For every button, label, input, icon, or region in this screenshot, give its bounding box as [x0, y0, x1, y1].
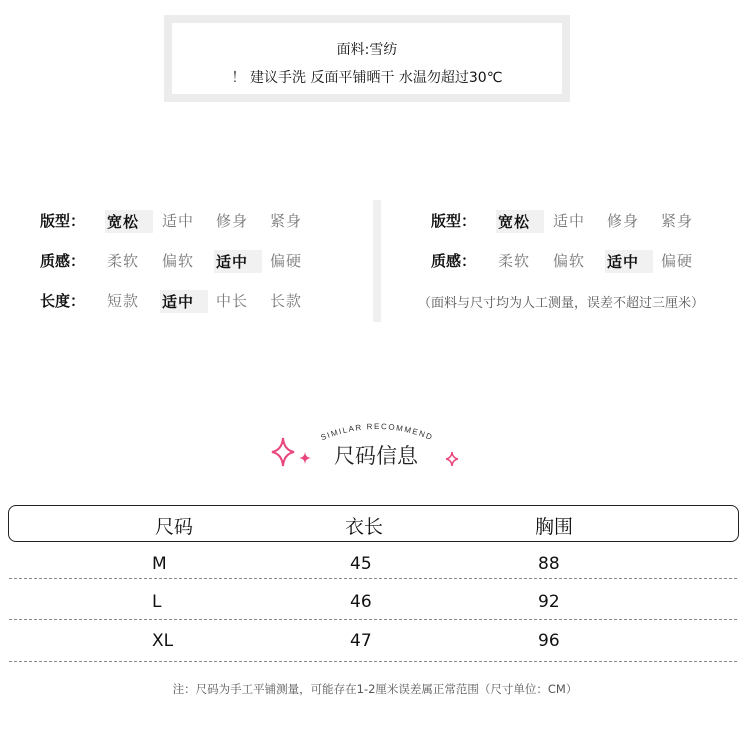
measurement-note: （面料与尺寸均为人工测量，误差不超过三厘米） [418, 296, 705, 311]
cell-size: XL [152, 631, 174, 651]
option-fit-slim: 修身 [216, 212, 249, 230]
option-length-mid: 中长 [216, 292, 249, 310]
option-texture-softish: 偏软 [162, 252, 195, 270]
cell-length: 46 [350, 592, 372, 612]
cell-size: M [152, 554, 167, 574]
option-texture-soft-right: 柔软 [498, 252, 531, 270]
header-length: 衣长 [345, 516, 384, 538]
care-instructions-box [164, 15, 570, 102]
section-title: 尺码信息 [334, 444, 418, 468]
option-length-short: 短款 [107, 292, 140, 310]
row-divider [9, 619, 737, 620]
sparkle-large-icon [270, 436, 296, 468]
panel-divider [373, 200, 381, 322]
cell-length: 45 [350, 554, 372, 574]
option-texture-firm: 偏硬 [270, 252, 303, 270]
option-texture-firm-right: 偏硬 [661, 252, 694, 270]
cell-size: L [152, 592, 162, 612]
option-fit-regular-right: 适中 [553, 212, 586, 230]
option-fit-loose-right: 宽松 [496, 210, 544, 233]
row-divider [9, 578, 737, 579]
option-texture-medium-right: 适中 [605, 250, 653, 273]
header-chest: 胸围 [535, 516, 574, 538]
attr-label-texture: 质感： [40, 252, 86, 270]
attr-label-fit: 版型： [40, 212, 86, 230]
cell-chest: 92 [538, 592, 560, 612]
size-table-header [8, 505, 739, 542]
row-divider [9, 661, 737, 662]
attr-label-texture-right: 质感： [431, 252, 477, 270]
sparkle-small-icon [299, 452, 311, 464]
section-heading [262, 412, 492, 472]
option-texture-softish-right: 偏软 [553, 252, 586, 270]
attr-label-fit-right: 版型： [431, 212, 477, 230]
option-texture-medium: 适中 [214, 250, 262, 273]
option-fit-tight: 紧身 [270, 212, 303, 230]
option-fit-loose: 宽松 [105, 210, 153, 233]
arc-subtitle-text: SIMILAR RECOMMEND [319, 421, 435, 443]
option-fit-regular: 适中 [162, 212, 195, 230]
cell-length: 47 [350, 631, 372, 651]
option-fit-tight-right: 紧身 [661, 212, 694, 230]
option-fit-slim-right: 修身 [607, 212, 640, 230]
cell-chest: 96 [538, 631, 560, 651]
option-length-regular: 适中 [160, 290, 208, 313]
option-length-long: 长款 [270, 292, 303, 310]
care-instructions-inner [172, 23, 562, 94]
size-footnote: 注：尺码为手工平铺测量，可能存在1-2厘米误差属正常范围（尺寸单位：CM） [172, 682, 578, 696]
fabric-text: 面料:雪纺 [336, 42, 398, 58]
sparkle-right-icon [446, 452, 458, 466]
cell-chest: 88 [538, 554, 560, 574]
header-size: 尺码 [155, 516, 194, 538]
wash-instructions-text: ！ 建议手洗 反面平铺晒干 水温勿超过30℃ [231, 70, 503, 86]
option-texture-soft: 柔软 [107, 252, 140, 270]
attr-label-length: 长度： [40, 292, 86, 310]
